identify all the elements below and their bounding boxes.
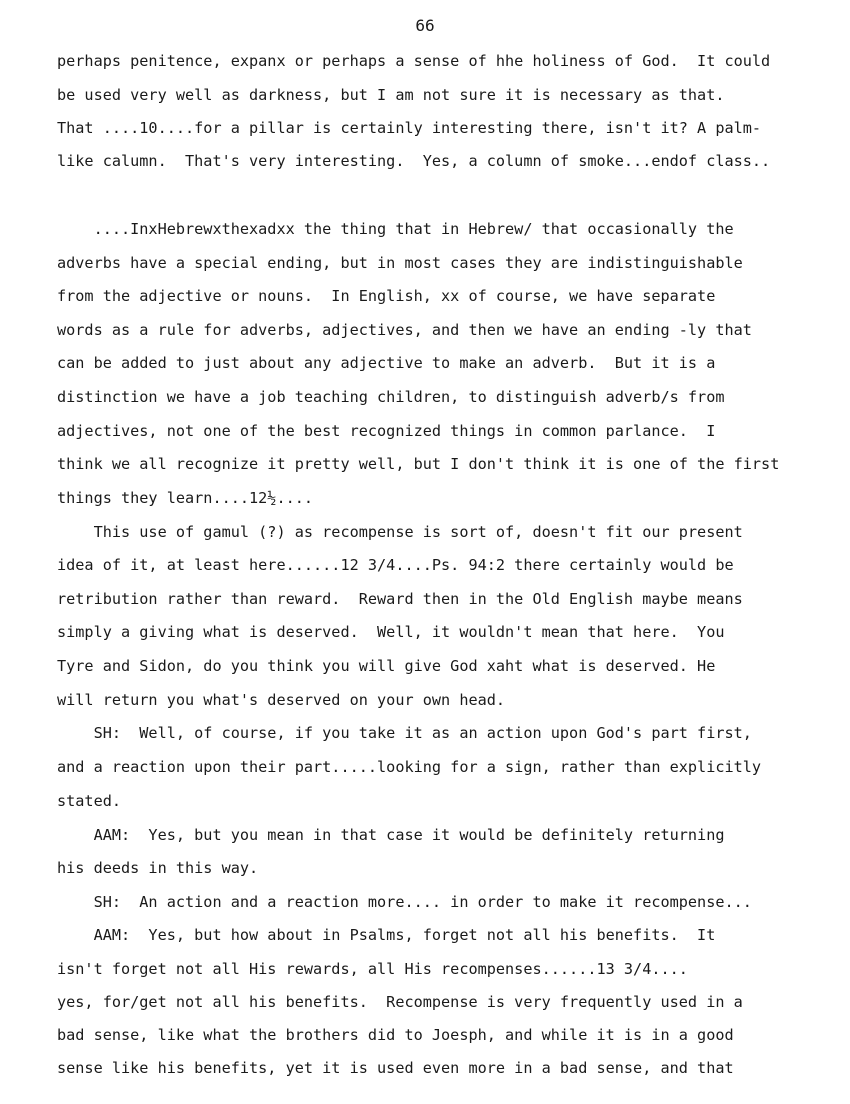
text-line: ....InxHebrewxthexadxx the thing that in Hebrew/ that occasionally the	[57, 220, 734, 238]
text-line: sense like his benefits, yet it is used even more in a bad sense, and that	[57, 1059, 734, 1077]
text-line: perhaps penitence, expanx or perhaps a sense of hhe holiness of God. It could	[57, 52, 771, 70]
text-line: AAM: Yes, but how about in Psalms, forget not all his benefits. It	[57, 926, 716, 944]
text-line: isn't forget not all His rewards, all His recompenses......13 3/4....	[57, 960, 688, 978]
text-line: SH: Well, of course, if you take it as an action upon God's part first,	[57, 724, 752, 742]
text-line: from the adjective or nouns. In English, xx of course, we have separate	[57, 287, 716, 305]
text-line: like calumn. That's very interesting. Yes, a column of smoke...endof class..	[57, 152, 771, 170]
text-line: idea of it, at least here......12 3/4....Ps. 94:2 there certainly would be	[57, 556, 734, 574]
text-line: AAM: Yes, but you mean in that case it would be definitely returning	[57, 826, 725, 844]
text-line: his deeds in this way.	[57, 859, 259, 877]
text-line: things they learn....12½....	[57, 489, 314, 507]
text-line: be used very well as darkness, but I am not sure it is necessary as that.	[57, 86, 725, 104]
text-line: and a reaction upon their part.....looking for a sign, rather than explicitly	[57, 758, 762, 776]
text-line: yes, for/get not all his benefits. Recompense is very frequently used in a	[57, 993, 743, 1011]
text-line: Tyre and Sidon, do you think you will give God xaht what is deserved. He	[57, 657, 716, 675]
text-line: SH: An action and a reaction more.... in order to make it recompense...	[57, 893, 752, 911]
page-number: 66	[415, 16, 435, 35]
text-line: adverbs have a special ending, but in most cases they are indistinguishable	[57, 254, 743, 272]
text-line: stated.	[57, 792, 122, 810]
text-line: will return you what's deserved on your own head.	[57, 691, 506, 709]
text-line: This use of gamul (?) as recompense is sort of, doesn't fit our present	[57, 523, 743, 541]
text-line: adjectives, not one of the best recognized things in common parlance. I	[57, 422, 716, 440]
text-line: distinction we have a job teaching children, to distinguish adverb/s from	[57, 388, 725, 406]
text-line: bad sense, like what the brothers did to Joesph, and while it is in a good	[57, 1026, 734, 1044]
text-line: simply a giving what is deserved. Well, it wouldn't mean that here. You	[57, 623, 725, 641]
text-line: retribution rather than reward. Reward then in the Old English maybe means	[57, 590, 743, 608]
text-line: can be added to just about any adjective to make an adverb. But it is a	[57, 354, 716, 372]
text-line: words as a rule for adverbs, adjectives, and then we have an ending -ly that	[57, 321, 752, 339]
text-line: think we all recognize it pretty well, but I don't think it is one of the first	[57, 455, 780, 473]
text-line: That ....10....for a pillar is certainly interesting there, isn't it? A palm-	[57, 119, 762, 137]
